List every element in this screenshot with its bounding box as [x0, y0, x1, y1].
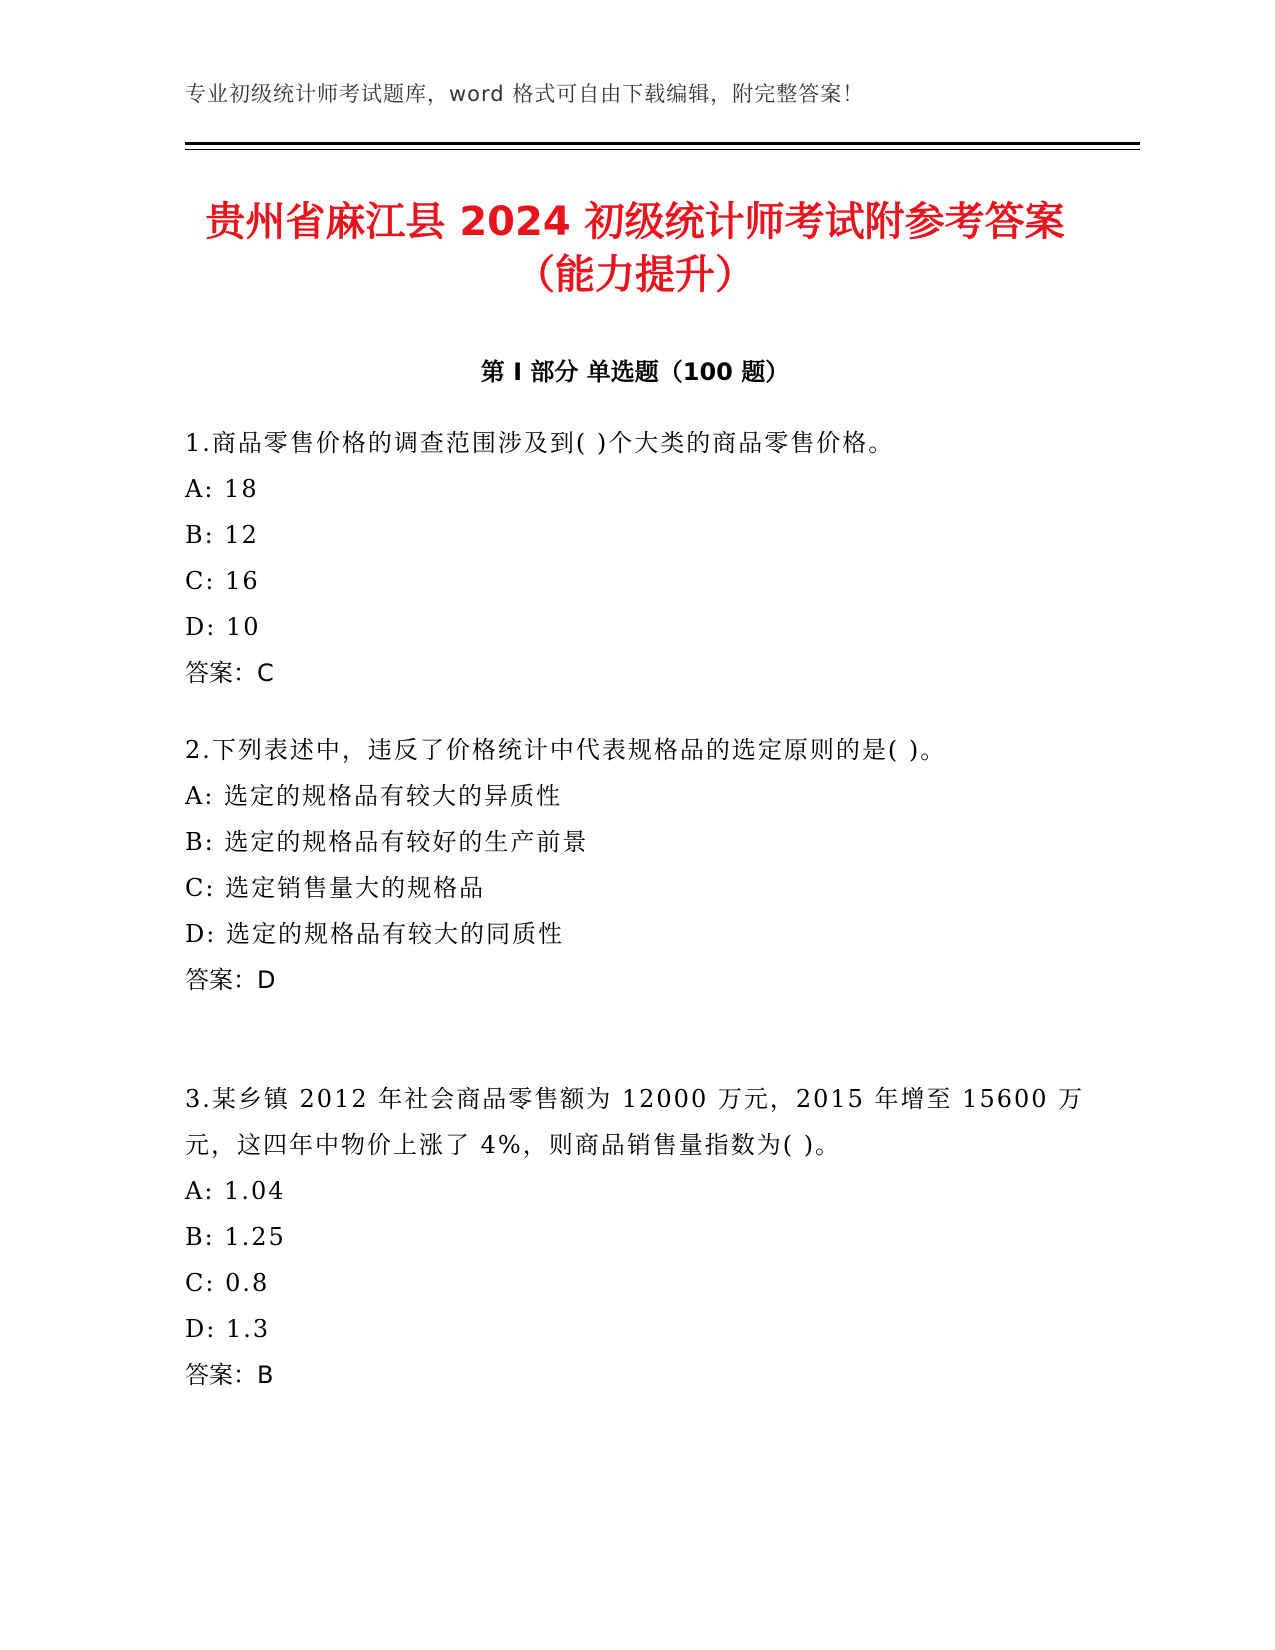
document-title: 贵州省麻江县 2024 初级统计师考试附参考答案（能力提升）	[205, 199, 1065, 298]
question-stem: 2.下列表述中，违反了价格统计中代表规格品的选定原则的是( )。	[185, 736, 947, 764]
question-stem: 1.商品零售价格的调查范围涉及到( )个大类的商品零售价格。	[185, 429, 895, 457]
question-3	[185, 1076, 1085, 1398]
question-2	[185, 727, 1085, 1003]
answer-label: 答案：D	[185, 966, 276, 994]
option-d: D: 选定的规格品有较大的同质性	[185, 920, 564, 948]
section-title: 第 I 部分 单选题（100 题）	[480, 358, 790, 386]
option-b: B: 12	[185, 521, 259, 549]
header-rule-thin	[185, 149, 1140, 150]
option-c: C: 选定销售量大的规格品	[185, 874, 486, 902]
option-c: C: 0.8	[185, 1269, 270, 1297]
option-a: A: 1.04	[185, 1177, 286, 1205]
answer-label: 答案：B	[185, 1361, 274, 1389]
option-a: A: 选定的规格品有较大的异质性	[185, 782, 563, 810]
answer-label: 答案：C	[185, 659, 274, 687]
option-d: D: 1.3	[185, 1315, 271, 1343]
question-stem: 3.某乡镇 2012 年社会商品零售额为 12000 万元，2015 年增至 15600 万元，这四年中物价上涨了 4%，则商品销售量指数为( )。	[185, 1085, 1085, 1159]
header-rule-thick	[185, 142, 1140, 145]
option-b: B: 1.25	[185, 1223, 286, 1251]
question-1	[185, 420, 1085, 696]
option-b: B: 选定的规格品有较好的生产前景	[185, 828, 589, 856]
option-d: D: 10	[185, 613, 261, 641]
option-c: C: 16	[185, 567, 260, 595]
header-note: 专业初级统计师考试题库，word 格式可自由下载编辑，附完整答案！	[185, 82, 865, 106]
option-a: A: 18	[185, 475, 259, 503]
